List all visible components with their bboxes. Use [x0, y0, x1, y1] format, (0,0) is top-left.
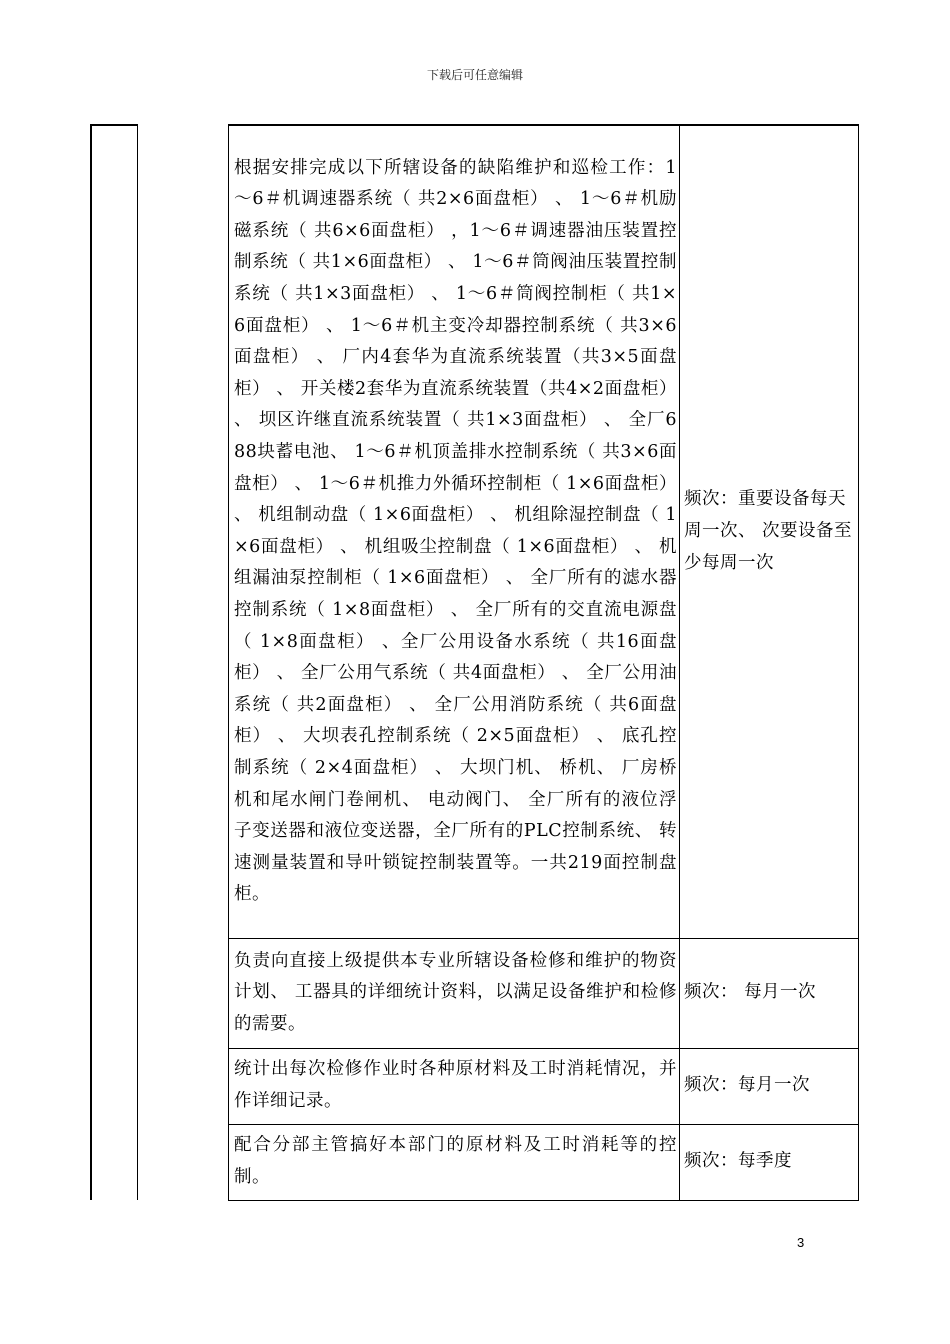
task-cell — [229, 938, 680, 1048]
frequency-text: 频次： 每月一次 — [684, 982, 817, 1003]
task-text: 根据安排完成以下所辖设备的缺陷维护和巡检工作：1～6＃机调速器系统（ 共2×6面盘柜） 、 1～6＃机励磁系统（ 共6×6面盘柜） ，1～6＃调速器油压装置控制系统（ 共1×6面盘柜） 、 1～6＃筒阀油压装置控制系统（ 共1×3面盘柜） 、 1～6＃筒阀控制柜（ 共1×6面盘柜） 、 1～6＃机主变冷却器控制系统（ 共3×6面盘柜） 、 厂内4套华为直流系统装置（共3×5面盘柜） 、 开关楼2套华为直流系统装置（共4×2面盘柜） 、 坝区许继直流系统装置（ 共1×3面盘柜） 、 全厂688块蓄电池、 1～6＃机顶盖排水控制系统（ 共3×6面盘柜） 、 1～6＃机推力外循环控制柜（ 1×6面盘柜） 、 机组制动盘（ 1×6面盘柜） 、 机组除湿控制盘（ 1×6面盘柜） 、 机组吸尘控制盘（ 1×6面盘柜） 、 机组漏油泵控制柜（ 1×6面盘柜） 、 全厂所有的滤水器控制系统（ 1×8面盘柜） 、 全厂所有的交直流电源盘（ 1×8面盘柜） 、全厂公用设备水系统（ 共16面盘柜） 、 全厂公用气系统（ 共4面盘柜） 、 全厂公用油系统（ 共2面盘柜） 、 全厂公用消防系统（ 共6面盘柜） 、 大坝表孔控制系统（ 2×5面盘柜） 、 底孔控制系统（ 2×4面盘柜） 、 大坝门机、 桥机、 厂房桥机和尾水闸门卷闸机、 电动阀门、 全厂所有的液位浮子变送器和液位变送器，全厂所有的PLC控制系统、 转速测量装置和导叶锁锭控制装置等。一共219面控制盘柜。 — [234, 157, 677, 905]
table-row — [229, 1048, 859, 1124]
frequency-cell — [680, 938, 859, 1048]
frequency-cell — [680, 1048, 859, 1124]
header-note: 下载后可任意编辑 — [426, 68, 523, 82]
table-row — [229, 938, 859, 1048]
duty-table — [228, 124, 859, 1201]
table-top-left-border — [90, 124, 138, 126]
frequency-cell — [680, 1124, 859, 1200]
frequency-cell — [680, 125, 859, 938]
table-row — [229, 125, 859, 938]
task-cell — [229, 1048, 680, 1124]
task-cell — [229, 1124, 680, 1200]
frequency-text: 频次：每季度 — [684, 1151, 792, 1172]
task-text: 配合分部主管搞好本部门的原材料及工时消耗等的控制。 — [234, 1135, 677, 1187]
table-column-divider — [137, 124, 138, 1200]
table-left-border — [90, 124, 92, 1200]
table-row — [229, 1124, 859, 1200]
task-cell — [229, 125, 680, 938]
task-text: 统计出每次检修作业时各种原材料及工时消耗情况，并作详细记录。 — [234, 1059, 677, 1111]
task-text: 负责向直接上级提供本专业所辖设备检修和维护的物资计划、 工器具的详细统计资料，以满足设备维护和检修的需要。 — [234, 950, 677, 1034]
page-number: 3 — [797, 1235, 805, 1250]
frequency-text: 频次：重要设备每天周一次、 次要设备至少每周一次 — [684, 489, 853, 573]
frequency-text: 频次：每月一次 — [684, 1075, 810, 1096]
